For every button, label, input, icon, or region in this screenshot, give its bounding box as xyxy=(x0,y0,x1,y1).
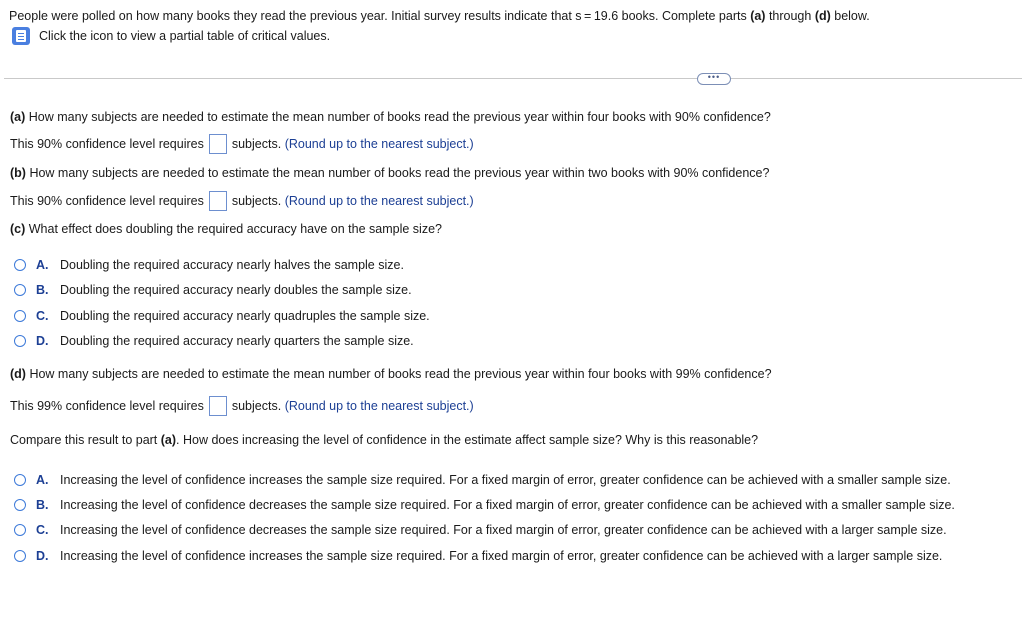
radio-button[interactable] xyxy=(14,310,26,322)
question-b-label: (b) xyxy=(10,166,26,180)
answer-d-suffix: subjects. xyxy=(231,399,282,413)
question-d-text: How many subjects are needed to estimate the mean number of books read the previous year within four books with 99% confidence? xyxy=(25,367,772,381)
radio-button[interactable] xyxy=(14,284,26,296)
question-a xyxy=(10,110,771,124)
intro-through: through xyxy=(765,9,815,23)
radio-button[interactable] xyxy=(14,499,26,511)
icon-instruction: Click the icon to view a partial table of critical values. xyxy=(39,29,331,43)
option-c-a[interactable] xyxy=(14,258,404,272)
intro-text: People were polled on how many books they read the previous year. Initial survey results indicate that s = 19.6 books. Complete parts xyxy=(9,9,751,23)
question-c-label: (c) xyxy=(10,222,26,236)
answer-a-prefix: This 90% confidence level requires xyxy=(10,137,204,151)
radio-button[interactable] xyxy=(14,524,26,536)
compare-ref: (a) xyxy=(160,433,177,447)
option-c-b[interactable] xyxy=(14,283,412,297)
option-text: Doubling the required accuracy nearly quarters the sample size. xyxy=(60,334,414,348)
table-book-icon[interactable] xyxy=(12,27,30,45)
option-letter: C. xyxy=(36,523,49,537)
answer-a-row xyxy=(10,134,474,154)
question-b xyxy=(10,166,769,180)
option-text: Increasing the level of confidence decreases the sample size required. For a fixed margin of error, greater confidence can be achieved with a larger sample size. xyxy=(60,523,947,537)
critical-values-link-row xyxy=(12,27,330,45)
option-letter: A. xyxy=(36,473,49,487)
option-d-b[interactable] xyxy=(14,498,955,512)
option-d-a[interactable] xyxy=(14,473,951,487)
answer-a-suffix: subjects. xyxy=(231,137,282,151)
option-letter: C. xyxy=(36,309,49,323)
option-letter: A. xyxy=(36,258,49,272)
option-d-c[interactable] xyxy=(14,523,947,537)
section-divider xyxy=(4,78,1022,79)
option-text: Doubling the required accuracy nearly halves the sample size. xyxy=(60,258,404,272)
option-letter: B. xyxy=(36,498,49,512)
intro-part-d: (d) xyxy=(814,9,831,23)
option-c-d[interactable] xyxy=(14,334,414,348)
question-a-label: (a) xyxy=(10,110,26,124)
answer-d-input[interactable] xyxy=(209,396,227,416)
answer-a-hint: (Round up to the nearest subject.) xyxy=(284,137,474,151)
question-d xyxy=(10,367,772,381)
radio-button[interactable] xyxy=(14,550,26,562)
radio-button[interactable] xyxy=(14,259,26,271)
question-a-text: How many subjects are needed to estimate the mean number of books read the previous year within four books with 90% confidence? xyxy=(25,110,771,124)
compare-post: . How does increasing the level of confidence in the estimate affect sample size? Why is this reasonable? xyxy=(176,433,759,447)
answer-d-row xyxy=(10,396,474,416)
option-letter: D. xyxy=(36,334,49,348)
answer-b-prefix: This 90% confidence level requires xyxy=(10,194,204,208)
option-text: Increasing the level of confidence increases the sample size required. For a fixed margin of error, greater confidence can be achieved with a smaller sample size. xyxy=(60,473,951,487)
question-c-text: What effect does doubling the required accuracy have on the sample size? xyxy=(25,222,442,236)
option-text: Increasing the level of confidence decreases the sample size required. For a fixed margin of error, greater confidence can be achieved with a smaller sample size. xyxy=(60,498,955,512)
question-d-label: (d) xyxy=(10,367,26,381)
intro-part-a: (a) xyxy=(750,9,766,23)
radio-button[interactable] xyxy=(14,474,26,486)
answer-d-hint: (Round up to the nearest subject.) xyxy=(284,399,474,413)
answer-b-row xyxy=(10,191,474,211)
expand-more-button[interactable]: ••• xyxy=(697,73,731,85)
compare-pre: Compare this result to part xyxy=(10,433,161,447)
answer-d-prefix: This 99% confidence level requires xyxy=(10,399,204,413)
compare-question xyxy=(10,433,758,447)
intro-below: below. xyxy=(830,9,870,23)
option-letter: B. xyxy=(36,283,49,297)
radio-button[interactable] xyxy=(14,335,26,347)
option-d-d[interactable] xyxy=(14,549,942,563)
answer-b-input[interactable] xyxy=(209,191,227,211)
question-c xyxy=(10,222,442,236)
option-letter: D. xyxy=(36,549,49,563)
answer-b-hint: (Round up to the nearest subject.) xyxy=(284,194,474,208)
option-text: Doubling the required accuracy nearly quadruples the sample size. xyxy=(60,309,430,323)
question-b-text: How many subjects are needed to estimate the mean number of books read the previous year within two books with 90% confidence? xyxy=(25,166,770,180)
option-text: Increasing the level of confidence increases the sample size required. For a fixed margin of error, greater confidence can be achieved with a larger sample size. xyxy=(60,549,943,563)
option-c-c[interactable] xyxy=(14,309,430,323)
option-text: Doubling the required accuracy nearly doubles the sample size. xyxy=(60,283,412,297)
answer-a-input[interactable] xyxy=(209,134,227,154)
answer-b-suffix: subjects. xyxy=(231,194,282,208)
problem-intro xyxy=(9,9,870,23)
